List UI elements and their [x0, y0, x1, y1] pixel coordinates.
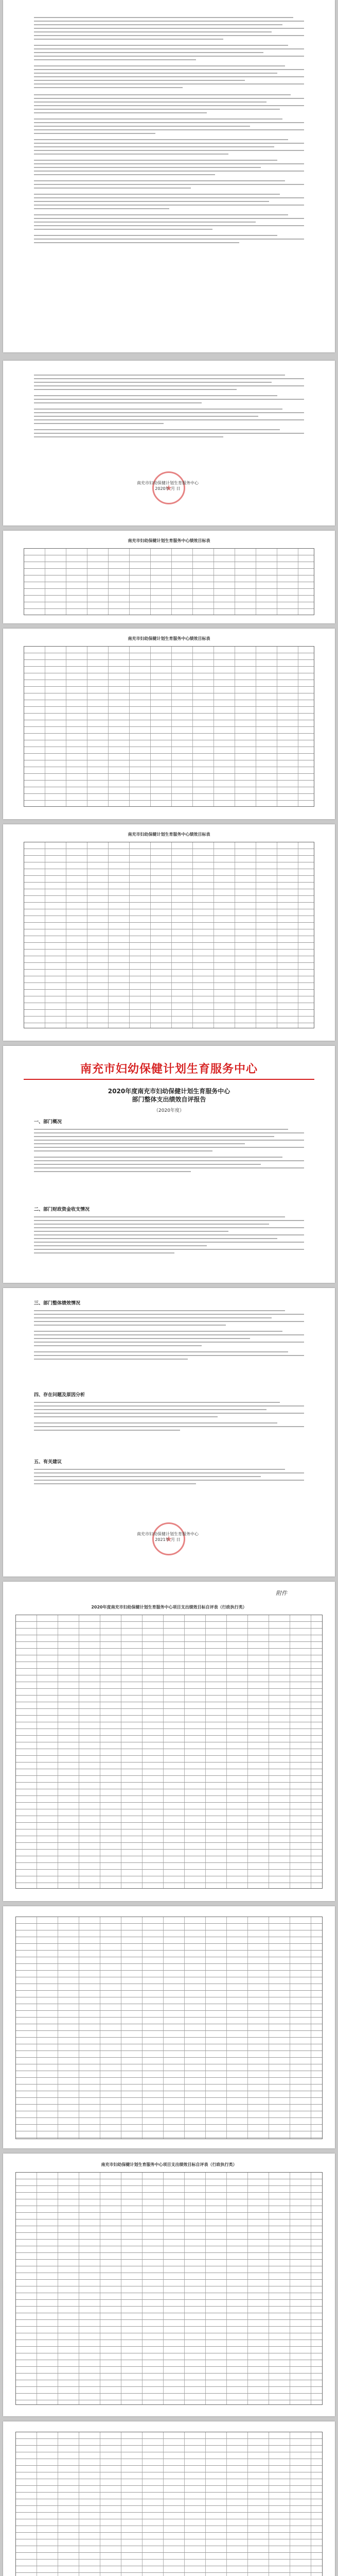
handwritten-note: 附件 — [276, 1590, 287, 1597]
report-title-line1: 2020年度南充市妇幼保健计划生育服务中心 — [108, 1088, 230, 1095]
document-page-7 — [3, 1288, 335, 1577]
document-page-4 — [3, 629, 335, 819]
self-evaluation-table — [15, 1615, 323, 1889]
document-page-11 — [3, 2421, 335, 2576]
signature-date: 2021年 月 日 — [155, 1537, 181, 1542]
signature-org: 南充市妇幼保健计划生育服务中心 — [137, 1532, 199, 1536]
document-page-10 — [3, 2154, 335, 2416]
performance-table — [24, 646, 314, 807]
body-text-block — [34, 1214, 304, 1256]
body-text-block — [34, 372, 304, 440]
section-2-heading: 二、部门财政资金收支情况 — [34, 1207, 90, 1212]
section-3-heading: 三、部门整体绩效情况 — [34, 1301, 81, 1306]
section-4-heading: 四、存在问题及原因分析 — [34, 1393, 85, 1398]
document-page-5 — [3, 824, 335, 1041]
document-page-6 — [3, 1046, 335, 1283]
signature-org: 南充市妇幼保健计划生育服务中心 — [137, 481, 199, 485]
body-text-block — [34, 14, 304, 246]
report-subtitle: （2020年度） — [154, 1108, 184, 1113]
table-title: 南充市妇幼保健计划生育服务中心绩效目标表 — [128, 636, 210, 641]
body-text-block — [34, 1126, 304, 1175]
section-1-heading: 一、部门概况 — [34, 1120, 62, 1125]
self-evaluation-table-continued — [15, 1917, 323, 2139]
performance-table — [24, 842, 314, 1028]
body-text-block — [34, 1308, 304, 1362]
table-title: 南充市妇幼保健计划生育服务中心绩效目标表 — [128, 832, 210, 837]
signature-block — [116, 1531, 219, 1543]
body-text-block — [34, 1466, 304, 1487]
table-title: 2020年度南充市妇幼保健计划生育服务中心项目支出绩效目标自评表（行政执行类） — [91, 1605, 247, 1609]
document-page-2 — [3, 361, 335, 526]
section-5-heading: 五、有关建议 — [34, 1460, 62, 1465]
self-evaluation-table — [15, 2172, 323, 2405]
document-page-3 — [3, 531, 335, 623]
document-page-1 — [3, 0, 335, 352]
report-title-line2: 部门整体支出绩效自评报告 — [132, 1096, 206, 1103]
document-page-8 — [3, 1582, 335, 1901]
document-page-9 — [3, 1906, 335, 2148]
red-header-org-name: 南充市妇幼保健计划生育服务中心 — [80, 1062, 258, 1076]
performance-table — [24, 548, 314, 615]
table-title: 南充市妇幼保健计划生育服务中心绩效目标表 — [128, 538, 210, 543]
body-text-block — [34, 1399, 304, 1433]
red-divider — [24, 1079, 314, 1080]
signature-date: 2020年 月 日 — [155, 486, 181, 491]
signature-block — [116, 480, 219, 492]
report-title — [3, 1087, 335, 1104]
table-title: 南充市妇幼保健计划生育服务中心项目支出绩效目标自评表（行政执行类） — [101, 2162, 237, 2167]
self-evaluation-table-continued — [15, 2432, 323, 2576]
